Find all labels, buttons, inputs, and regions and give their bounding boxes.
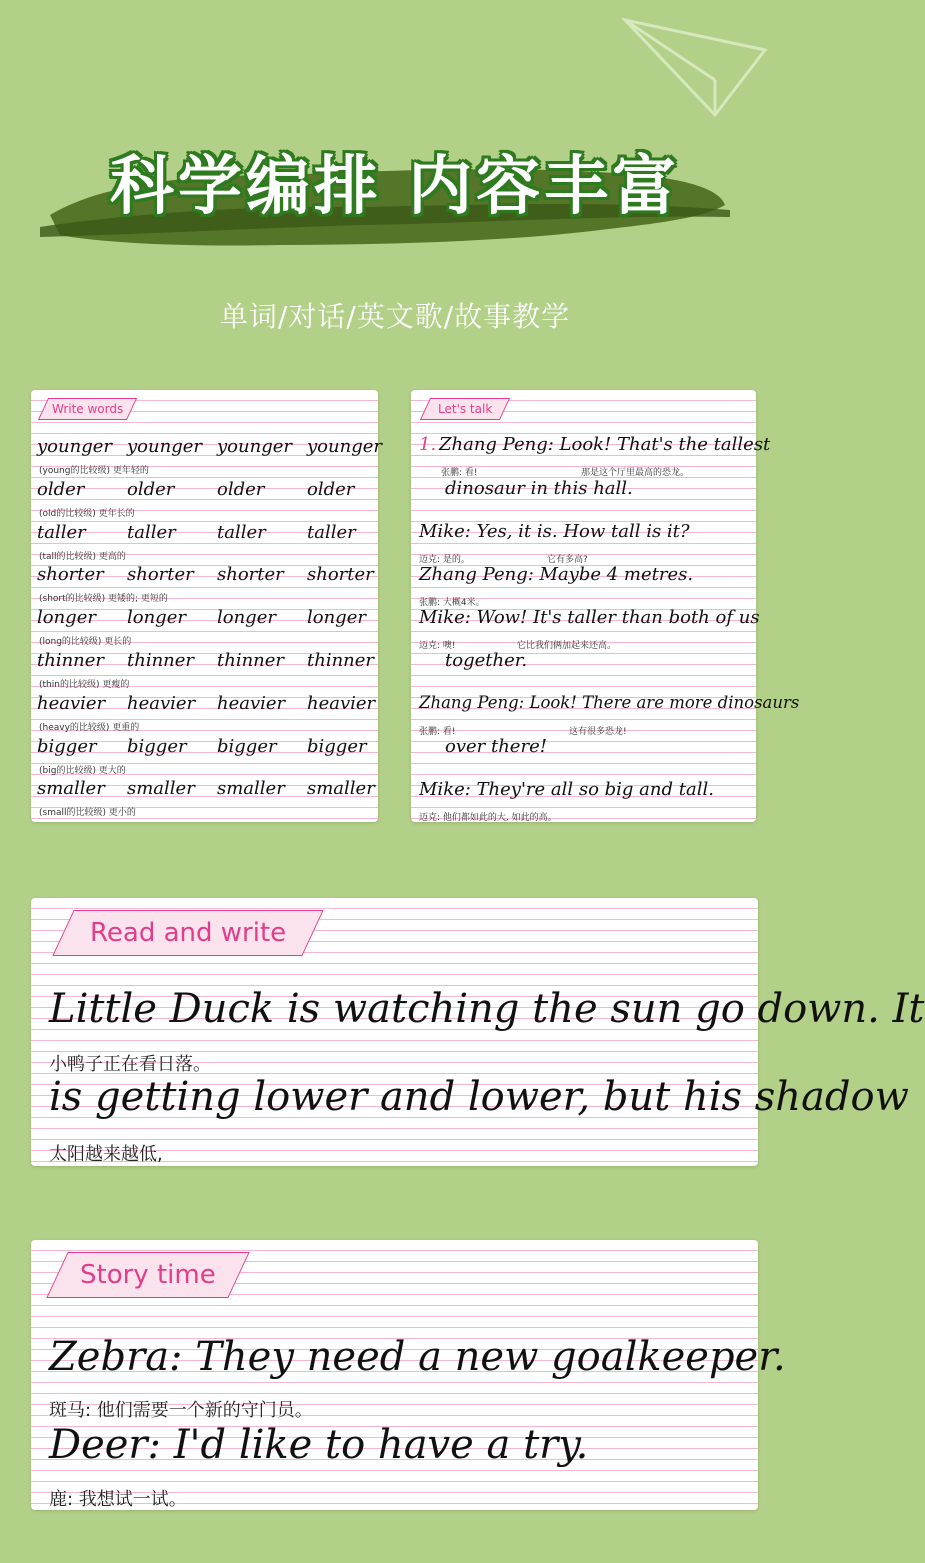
practice-word: older xyxy=(307,478,355,500)
paper-plane-icon xyxy=(620,10,770,120)
word-gloss: (long的比较级) 更长的 xyxy=(39,637,132,648)
practice-word: smaller xyxy=(127,778,195,800)
word-row xyxy=(37,736,377,780)
word-row xyxy=(37,607,377,651)
practice-word: bigger xyxy=(37,735,97,757)
practice-word: heavier xyxy=(307,692,376,714)
practice-word: longer xyxy=(127,607,186,629)
practice-word: taller xyxy=(37,521,86,543)
word-row xyxy=(37,693,377,737)
dialog-translation: 那是这个厅里最高的恐龙。 xyxy=(581,468,690,478)
story-time-tag: Story time xyxy=(46,1252,249,1298)
practice-word: younger xyxy=(37,436,112,457)
practice-word: thinner xyxy=(307,650,375,671)
word-row xyxy=(37,479,377,523)
word-gloss: (thin的比较级) 更瘦的 xyxy=(39,680,130,690)
practice-word: shorter xyxy=(37,564,104,586)
practice-word: thinner xyxy=(37,650,105,671)
sentence-translation: 太阳越来越低, xyxy=(49,1144,163,1165)
word-gloss: (big的比较级) 更大的 xyxy=(39,765,126,776)
dialog-translation: 迈克: 噢! xyxy=(419,641,456,651)
sentence-translation: 鹿: 我想试一试。 xyxy=(49,1489,187,1510)
lets-talk-card xyxy=(411,390,800,823)
word-gloss: (small的比较级) 更小的 xyxy=(39,808,136,819)
practice-word: longer xyxy=(217,607,276,629)
practice-word: younger xyxy=(307,436,382,457)
dialog-translation: 张鹏: 看! xyxy=(441,468,478,478)
dialog-translation: 张鹏: 大概4米。 xyxy=(419,598,485,608)
word-row xyxy=(37,522,377,566)
page-subtitle: 单词/对话/英文歌/故事教学 xyxy=(219,300,571,333)
sentence-translation: 小鸭子正在看日落。 xyxy=(49,1054,211,1075)
practice-word: taller xyxy=(127,521,176,543)
practice-word: smaller xyxy=(37,778,105,800)
practice-word: bigger xyxy=(307,735,367,757)
word-gloss: (tall的比较级) 更高的 xyxy=(39,551,126,562)
dialog-line: Zhang Peng: Look! There are more dinosaurs xyxy=(419,693,800,712)
dialog-number: 1. xyxy=(419,434,437,455)
sentence-line: Zebra: They need a new goalkeeper. xyxy=(49,1334,786,1380)
practice-word: bigger xyxy=(217,735,277,757)
story-time-card xyxy=(31,1240,786,1510)
dialog-line: Zhang Peng: Maybe 4 metres. xyxy=(419,564,694,585)
word-row xyxy=(37,650,377,694)
practice-word: shorter xyxy=(307,564,374,586)
practice-word: heavier xyxy=(37,692,106,714)
read-and-write-tag: Read and write xyxy=(52,910,324,956)
practice-word: older xyxy=(217,478,265,500)
word-gloss: (young的比较级) 更年轻的 xyxy=(39,466,149,476)
dialog-translation: 它比我们俩加起来还高。 xyxy=(517,641,617,651)
write-words-tag: Write words xyxy=(38,398,138,420)
practice-word: shorter xyxy=(217,564,284,586)
practice-word: smaller xyxy=(217,778,285,800)
write-words-card xyxy=(31,390,382,822)
page-title: 科学编排 内容丰富 xyxy=(109,150,681,224)
practice-word: taller xyxy=(307,521,356,543)
dialog-line: Mike: Wow! It's taller than both of us xyxy=(419,607,760,628)
word-gloss: (old的比较级) 更年长的 xyxy=(39,508,135,519)
dialog-line: Mike: Yes, it is. How tall is it? xyxy=(419,521,690,542)
practice-word: older xyxy=(37,478,85,500)
practice-word: bigger xyxy=(127,735,187,757)
practice-word: shorter xyxy=(127,564,194,586)
lets-talk-tag: Let's talk xyxy=(420,398,511,420)
dialog-translation: 它有多高? xyxy=(547,555,588,565)
sentence-translation: 斑马: 他们需要一个新的守门员。 xyxy=(49,1400,313,1421)
practice-word: younger xyxy=(127,436,202,457)
dialog-translation: 迈克: 是的。 xyxy=(419,555,470,565)
word-row xyxy=(37,778,377,822)
sentence-line: Deer: I'd like to have a try. xyxy=(49,1422,589,1468)
dialog-line: over there! xyxy=(445,736,547,757)
practice-word: thinner xyxy=(127,650,195,671)
sentence-line: Little Duck is watching the sun go down. It xyxy=(49,986,925,1032)
practice-word: thinner xyxy=(217,650,285,671)
word-gloss: (short的比较级) 更矮的; 更短的 xyxy=(39,594,168,605)
dialog-translation: 这有很多恐龙! xyxy=(569,727,627,737)
practice-word: longer xyxy=(37,607,96,629)
dialog-line: dinosaur in this hall. xyxy=(445,478,633,499)
practice-word: taller xyxy=(217,521,266,543)
dialog-line: Zhang Peng: Look! That's the tallest xyxy=(439,434,771,455)
dialog-line: Mike: They're all so big and tall. xyxy=(419,779,714,800)
practice-word: older xyxy=(127,478,175,500)
practice-word: heavier xyxy=(127,692,196,714)
word-row xyxy=(37,564,377,608)
read-and-write-card xyxy=(31,898,925,1166)
practice-word: heavier xyxy=(217,692,286,714)
dialog-translation: 迈克: 他们都如此的大, 如此的高。 xyxy=(419,813,557,823)
practice-word: longer xyxy=(307,607,366,629)
sentence-line: is getting lower and lower, but his shadow xyxy=(49,1074,909,1120)
dialog-translation: 张鹏: 看! xyxy=(419,727,456,737)
word-row xyxy=(37,436,382,480)
practice-word: smaller xyxy=(307,778,375,800)
word-gloss: (heavy的比较级) 更重的 xyxy=(39,722,140,733)
dialog-line: together. xyxy=(445,650,528,671)
practice-word: younger xyxy=(217,436,292,457)
